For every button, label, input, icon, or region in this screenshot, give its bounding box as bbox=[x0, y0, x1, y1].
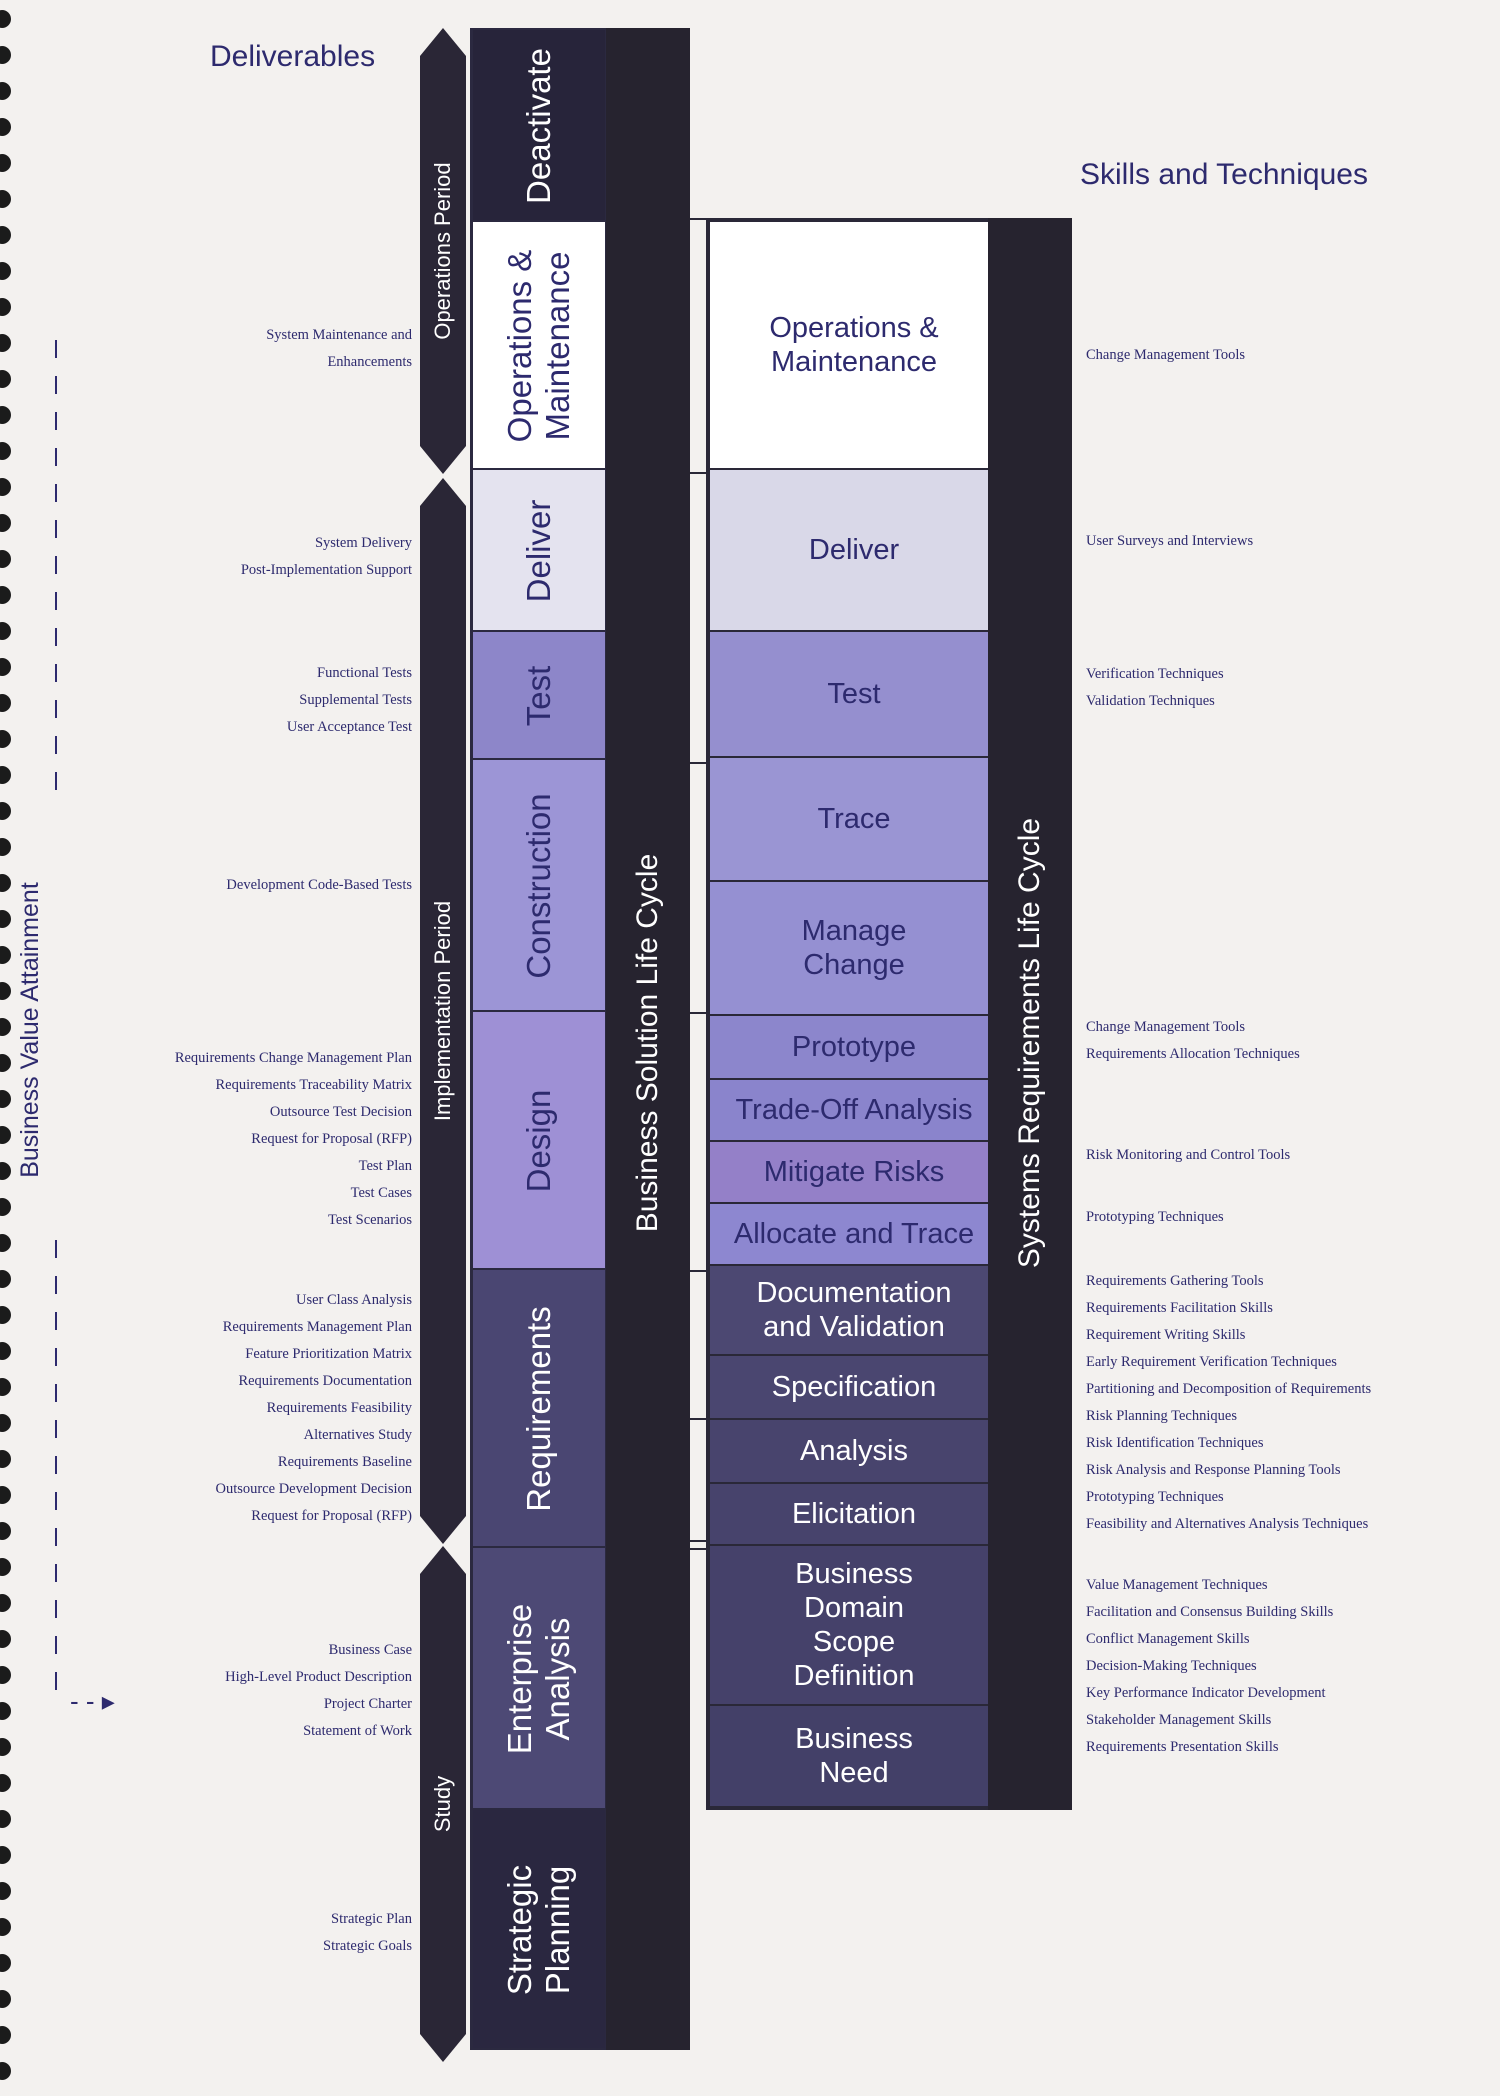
binding-ring bbox=[0, 478, 11, 496]
skill-item: Requirements Facilitation Skills bbox=[1086, 1300, 1273, 1316]
axis-dash bbox=[55, 1672, 57, 1690]
deliverable-item: Request for Proposal (RFP) bbox=[251, 1131, 412, 1147]
binding-ring bbox=[0, 298, 11, 316]
axis-dash bbox=[55, 1240, 57, 1258]
deliverable-item: Strategic Plan bbox=[331, 1911, 412, 1927]
binding-ring bbox=[0, 10, 11, 28]
deliverable-item: Requirements Feasibility bbox=[266, 1400, 412, 1416]
binding-ring bbox=[0, 226, 11, 244]
skill-group bbox=[1086, 1268, 1371, 1538]
skill-item: Requirement Writing Skills bbox=[1086, 1327, 1246, 1343]
deliverable-item: Requirements Management Plan bbox=[222, 1319, 412, 1335]
task-business-domain-scope-definition: Business Domain Scope Definition bbox=[710, 1546, 998, 1706]
deliverable-item: Development Code-Based Tests bbox=[226, 877, 412, 893]
deliverable-item: Test Plan bbox=[358, 1158, 412, 1174]
study-period-label: Study bbox=[430, 1775, 455, 1833]
task-documentation-and-validation: Documentation and Validation bbox=[710, 1266, 998, 1356]
binding-ring bbox=[0, 262, 11, 280]
skills-heading: Skills and Techniques bbox=[1080, 158, 1368, 191]
skill-group bbox=[1086, 1142, 1290, 1169]
axis-dash bbox=[55, 1420, 57, 1438]
axis-dash bbox=[55, 700, 57, 718]
task-business-need: Business Need bbox=[710, 1706, 998, 1808]
skill-item: Validation Techniques bbox=[1086, 693, 1215, 709]
deliverable-item: Project Charter bbox=[323, 1696, 412, 1712]
phase-label: Test bbox=[520, 665, 557, 727]
phase-deactivate bbox=[473, 30, 605, 222]
business-value-label: Business Value Attainment bbox=[15, 882, 44, 1178]
axis-dash bbox=[55, 772, 57, 790]
binding-ring bbox=[0, 694, 11, 712]
deliverable-item: Request for Proposal (RFP) bbox=[251, 1508, 412, 1524]
deliverable-item: User Class Analysis bbox=[296, 1292, 412, 1308]
axis-dash bbox=[55, 484, 57, 502]
phase-strategic-planning bbox=[473, 1810, 605, 2050]
skill-group bbox=[1086, 1014, 1300, 1068]
deliverables-heading: Deliverables bbox=[210, 40, 376, 73]
study-period-bar bbox=[420, 1574, 466, 2034]
binding-ring bbox=[0, 370, 11, 388]
phase-requirements bbox=[473, 1270, 605, 1548]
binding-ring bbox=[0, 550, 11, 568]
deliverable-item: Requirements Baseline bbox=[277, 1454, 412, 1470]
deliverable-item: System Delivery bbox=[314, 535, 412, 551]
deliverable-item: Test Scenarios bbox=[328, 1212, 412, 1228]
deliverable-item: System Maintenance and bbox=[266, 327, 412, 343]
deliverable-item: Functional Tests bbox=[317, 665, 412, 681]
phase-label: Deliver bbox=[520, 499, 557, 603]
binding-ring bbox=[0, 1234, 11, 1252]
systems-requirements-life-cycle-label: Systems Requirements Life Cycle bbox=[1013, 817, 1046, 1269]
phase-label: Requirements bbox=[520, 1306, 557, 1512]
operations-period-bar bbox=[420, 56, 466, 446]
skill-item: Conflict Management Skills bbox=[1086, 1631, 1250, 1647]
operations-period-arrow-bottom bbox=[420, 446, 466, 474]
skill-item: Requirements Presentation Skills bbox=[1086, 1739, 1279, 1755]
task-operations-maintenance: Operations & Maintenance bbox=[710, 222, 998, 470]
task-analysis: Analysis bbox=[710, 1420, 998, 1484]
deliverable-group bbox=[215, 1287, 412, 1530]
task-mitigate-risks: Mitigate Risks bbox=[710, 1142, 998, 1204]
task-manage-change: Manage Change bbox=[710, 882, 998, 1016]
task-deliver: Deliver bbox=[710, 470, 998, 632]
binding-ring bbox=[0, 514, 11, 532]
binding-ring bbox=[0, 1486, 11, 1504]
phase-label: Operations & Maintenance bbox=[501, 249, 576, 443]
skill-item: Facilitation and Consensus Building Skills bbox=[1086, 1604, 1334, 1620]
binding-ring bbox=[0, 622, 11, 640]
binding-ring bbox=[0, 1990, 11, 2008]
deliverable-group bbox=[323, 1906, 412, 1960]
binding-ring bbox=[0, 190, 11, 208]
phase-label: Strategic Planning bbox=[501, 1864, 576, 1996]
binding-ring bbox=[0, 406, 11, 424]
deliverable-item: Requirements Change Management Plan bbox=[174, 1050, 412, 1066]
binding-ring bbox=[0, 1630, 11, 1648]
phase-enterprise-analysis bbox=[473, 1548, 605, 1810]
skill-item: Decision-Making Techniques bbox=[1086, 1658, 1257, 1674]
skill-item: Risk Identification Techniques bbox=[1086, 1435, 1264, 1451]
binding-ring bbox=[0, 1306, 11, 1324]
skill-group bbox=[1086, 342, 1245, 369]
skill-group bbox=[1086, 1572, 1333, 1761]
phase-design bbox=[473, 1012, 605, 1270]
operations-period-arrow-top bbox=[420, 28, 466, 56]
binding-ring bbox=[0, 1414, 11, 1432]
skill-item: Requirements Allocation Techniques bbox=[1086, 1046, 1300, 1062]
deliverable-item: Strategic Goals bbox=[323, 1938, 412, 1954]
axis-dash bbox=[55, 1312, 57, 1330]
binding-ring bbox=[0, 838, 11, 856]
binding-ring bbox=[0, 2062, 11, 2080]
skill-item: Feasibility and Alternatives Analysis Techniques bbox=[1086, 1516, 1369, 1532]
binding-ring bbox=[0, 730, 11, 748]
phase-label: Construction bbox=[520, 793, 557, 979]
operations-period-label: Operations Period bbox=[430, 162, 455, 340]
deliverable-group bbox=[226, 872, 412, 899]
skill-item: Key Performance Indicator Development bbox=[1086, 1685, 1326, 1701]
binding-ring bbox=[0, 1558, 11, 1576]
task-trade-off-analysis: Trade-Off Analysis bbox=[710, 1080, 998, 1142]
axis-dash bbox=[55, 340, 57, 358]
skill-item: Change Management Tools bbox=[1086, 347, 1245, 363]
deliverable-item: Outsource Test Decision bbox=[269, 1104, 412, 1120]
phase-deliver bbox=[473, 470, 605, 632]
binding-ring bbox=[0, 1810, 11, 1828]
skill-item: Prototyping Techniques bbox=[1086, 1209, 1224, 1225]
binding-ring bbox=[0, 46, 11, 64]
deliverable-item: Feature Prioritization Matrix bbox=[245, 1346, 412, 1362]
axis-dash bbox=[55, 628, 57, 646]
binding-ring bbox=[0, 334, 11, 352]
phase-operations-maintenance bbox=[473, 222, 605, 470]
binding-ring bbox=[0, 1198, 11, 1216]
binding-ring bbox=[0, 1774, 11, 1792]
deliverable-item: Outsource Development Decision bbox=[215, 1481, 412, 1497]
binding-ring bbox=[0, 802, 11, 820]
skill-item: Stakeholder Management Skills bbox=[1086, 1712, 1272, 1728]
binding-ring bbox=[0, 766, 11, 784]
binding-ring bbox=[0, 586, 11, 604]
deliverable-item: Enhancements bbox=[327, 354, 412, 370]
skill-item: Requirements Gathering Tools bbox=[1086, 1273, 1264, 1289]
axis-dash bbox=[55, 1564, 57, 1582]
binding-ring bbox=[0, 154, 11, 172]
skill-item: Risk Analysis and Response Planning Tools bbox=[1086, 1462, 1341, 1478]
axis-dash bbox=[55, 1600, 57, 1618]
axis-dash bbox=[55, 448, 57, 466]
skill-group bbox=[1086, 1204, 1224, 1231]
study-period-arrow-bottom bbox=[420, 2034, 466, 2062]
binding-ring bbox=[0, 1702, 11, 1720]
binding-ring bbox=[0, 1378, 11, 1396]
phase-label: Design bbox=[520, 1089, 557, 1193]
deliverable-item: User Acceptance Test bbox=[286, 719, 412, 735]
axis-dash bbox=[55, 1384, 57, 1402]
binding-ring bbox=[0, 442, 11, 460]
phase-label: Enterprise Analysis bbox=[501, 1603, 576, 1755]
axis-dash bbox=[55, 1492, 57, 1510]
deliverable-group bbox=[287, 660, 412, 741]
binding-ring bbox=[0, 1918, 11, 1936]
task-elicitation: Elicitation bbox=[710, 1484, 998, 1546]
axis-dash bbox=[55, 520, 57, 538]
phase-test bbox=[473, 632, 605, 760]
deliverable-item: Test Cases bbox=[350, 1185, 412, 1201]
task-trace: Trace bbox=[710, 758, 998, 882]
phase-construction bbox=[473, 760, 605, 1012]
skill-item: Value Management Techniques bbox=[1086, 1577, 1268, 1593]
implementation-period-arrow-top bbox=[420, 478, 466, 506]
skill-item: Change Management Tools bbox=[1086, 1019, 1245, 1035]
phase-label: Deactivate bbox=[520, 48, 557, 204]
binding-ring bbox=[0, 658, 11, 676]
axis-dash bbox=[55, 1456, 57, 1474]
deliverable-item: Alternatives Study bbox=[303, 1427, 412, 1443]
study-period-arrow-top bbox=[420, 1546, 466, 1574]
business-solution-life-cycle-label: Business Solution Life Cycle bbox=[631, 853, 664, 1233]
binding-ring bbox=[0, 1738, 11, 1756]
task-allocate-and-trace: Allocate and Trace bbox=[710, 1204, 998, 1266]
binding-ring bbox=[0, 1846, 11, 1864]
skill-item: User Surveys and Interviews bbox=[1086, 533, 1254, 549]
implementation-period-label: Implementation Period bbox=[430, 900, 455, 1122]
skill-item: Prototyping Techniques bbox=[1086, 1489, 1224, 1505]
axis-dash bbox=[55, 1636, 57, 1654]
skill-item: Risk Planning Techniques bbox=[1086, 1408, 1237, 1424]
skill-group bbox=[1086, 661, 1224, 715]
binding-ring bbox=[0, 82, 11, 100]
deliverable-item: Business Case bbox=[328, 1642, 412, 1658]
skill-item: Verification Techniques bbox=[1086, 666, 1224, 682]
task-test: Test bbox=[710, 632, 998, 758]
implementation-period-bar bbox=[420, 506, 466, 1516]
skill-item: Risk Monitoring and Control Tools bbox=[1086, 1147, 1291, 1163]
skill-item: Partitioning and Decomposition of Requirements bbox=[1086, 1381, 1372, 1397]
deliverable-item: Post-Implementation Support bbox=[240, 562, 412, 578]
deliverable-group bbox=[175, 1045, 412, 1234]
skill-item: Early Requirement Verification Techniques bbox=[1086, 1354, 1337, 1370]
implementation-period-arrow-bottom bbox=[420, 1516, 466, 1544]
deliverable-item: Requirements Documentation bbox=[238, 1373, 412, 1389]
binding-ring bbox=[0, 1594, 11, 1612]
deliverable-item: Supplemental Tests bbox=[299, 692, 412, 708]
axis-dash bbox=[55, 556, 57, 574]
deliverable-group bbox=[266, 322, 412, 376]
axis-dash bbox=[55, 1348, 57, 1366]
systems-requirements-life-cycle-bar bbox=[988, 218, 1072, 1810]
binding-ring bbox=[0, 1666, 11, 1684]
skill-group bbox=[1086, 528, 1253, 555]
deliverable-item: High-Level Product Description bbox=[225, 1669, 412, 1685]
binding-ring bbox=[0, 118, 11, 136]
axis-dash bbox=[55, 412, 57, 430]
binding-ring bbox=[0, 1954, 11, 1972]
axis-dash bbox=[55, 1528, 57, 1546]
deliverable-group bbox=[225, 1637, 412, 1745]
axis-dash bbox=[55, 592, 57, 610]
deliverable-group bbox=[241, 530, 412, 584]
binding-ring bbox=[0, 1270, 11, 1288]
task-prototype: Prototype bbox=[710, 1016, 998, 1080]
deliverable-item: Requirements Traceability Matrix bbox=[215, 1077, 412, 1093]
business-value-arrow-icon: - - ▸ bbox=[70, 1686, 115, 1716]
deliverable-item: Statement of Work bbox=[303, 1723, 412, 1739]
axis-dash bbox=[55, 1276, 57, 1294]
task-specification: Specification bbox=[710, 1356, 998, 1420]
binding-ring bbox=[0, 1450, 11, 1468]
axis-dash bbox=[55, 664, 57, 682]
binding-ring bbox=[0, 2026, 11, 2044]
binding-ring bbox=[0, 1342, 11, 1360]
business-solution-life-cycle-bar bbox=[606, 28, 690, 2050]
axis-dash bbox=[55, 736, 57, 754]
binding-ring bbox=[0, 1522, 11, 1540]
axis-dash bbox=[55, 376, 57, 394]
binding-ring bbox=[0, 1882, 11, 1900]
